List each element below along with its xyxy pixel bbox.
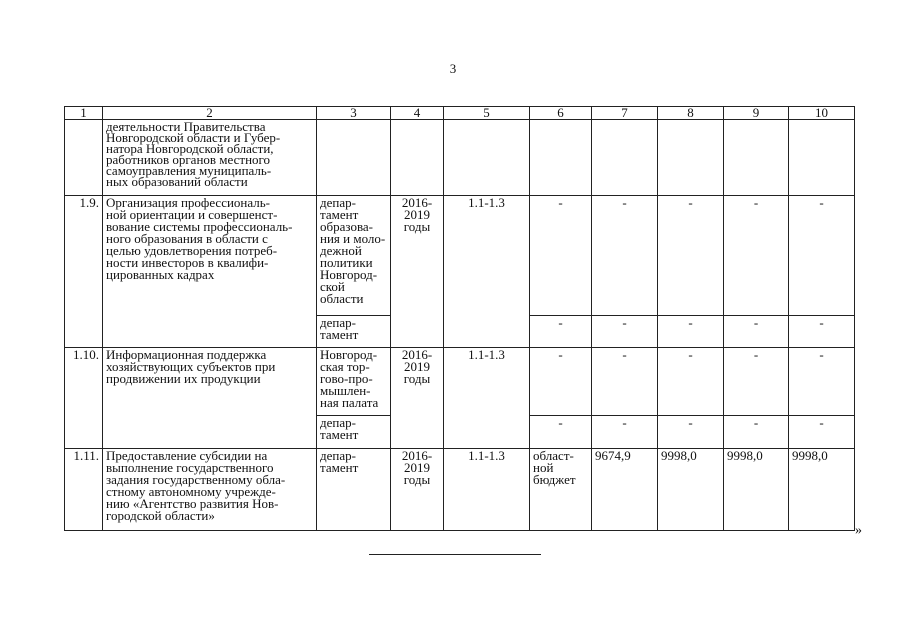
value-cell: - <box>592 316 658 348</box>
item-name: Предоставление субсидии на выполнение государственного задания государственному обла- стному автономному учрежде- нию «Агентство развития Нов- городской области» <box>103 449 317 531</box>
table-row <box>65 449 855 531</box>
value-cell: 9998,0 <box>789 449 855 531</box>
target-indicator: 1.1-1.3 <box>444 449 530 531</box>
table-cell <box>391 120 444 196</box>
column-number: 8 <box>658 107 724 120</box>
table-cell <box>592 120 658 196</box>
closing-quote: » <box>855 523 862 538</box>
column-number: 1 <box>65 107 103 120</box>
value-cell: - <box>530 196 592 316</box>
program-activities-table <box>64 106 855 531</box>
value-cell: - <box>789 196 855 316</box>
table-cell <box>317 120 391 196</box>
value-cell: - <box>789 316 855 348</box>
value-cell: - <box>530 316 592 348</box>
column-number: 6 <box>530 107 592 120</box>
value-cell: - <box>592 348 658 416</box>
table-cell <box>789 120 855 196</box>
value-cell: - <box>530 348 592 416</box>
table-cell <box>444 120 530 196</box>
period: 2016- 2019 годы <box>391 449 444 531</box>
page-number: 3 <box>449 61 457 76</box>
item-number: 1.10. <box>65 348 103 449</box>
value-cell: - <box>530 416 592 449</box>
divider-line <box>369 554 541 555</box>
column-number: 7 <box>592 107 658 120</box>
table-cell <box>65 120 103 196</box>
column-number: 2 <box>103 107 317 120</box>
executor: депар- тамент <box>317 416 391 449</box>
table-row <box>65 196 855 316</box>
value-cell: - <box>658 316 724 348</box>
continuation-text: деятельности Правительства Новгородской области и Губер- натора Новгородской области, работников органов местного самоуправления муниципаль- ных образований области <box>103 120 317 196</box>
target-indicator: 1.1-1.3 <box>444 348 530 449</box>
value-cell: - <box>658 348 724 416</box>
executor: депар- тамент <box>317 449 391 531</box>
column-number-row <box>65 107 855 120</box>
column-number: 3 <box>317 107 391 120</box>
value-cell: - <box>789 348 855 416</box>
value-cell: - <box>724 348 789 416</box>
item-number: 1.9. <box>65 196 103 348</box>
item-name: Информационная поддержка хозяйствующих субъектов при продвижении их продукции <box>103 348 317 449</box>
continuation-row <box>65 120 855 196</box>
funding-source: област- ной бюджет <box>530 449 592 531</box>
period: 2016- 2019 годы <box>391 348 444 449</box>
item-number: 1.11. <box>65 449 103 531</box>
table-row <box>65 348 855 416</box>
value-cell: - <box>592 416 658 449</box>
executor: депар- тамент образова- ния и моло- дежной политики Новгород- ской области <box>317 196 391 316</box>
period: 2016- 2019 годы <box>391 196 444 348</box>
table-cell <box>530 120 592 196</box>
value-cell: 9674,9 <box>592 449 658 531</box>
executor: Новгород- ская тор- гово-про- мышлен- ная палата <box>317 348 391 416</box>
value-cell: - <box>724 416 789 449</box>
value-cell: 9998,0 <box>658 449 724 531</box>
value-cell: - <box>658 416 724 449</box>
column-number: 9 <box>724 107 789 120</box>
value-cell: - <box>724 196 789 316</box>
column-number: 10 <box>789 107 855 120</box>
value-cell: 9998,0 <box>724 449 789 531</box>
value-cell: - <box>658 196 724 316</box>
target-indicator: 1.1-1.3 <box>444 196 530 348</box>
item-name: Организация профессиональ- ной ориентации и совершенст- вование системы профессиональ- ного образования в области с целью удовлетворения потреб- ности инвесторов в квалифи- цированных кадрах <box>103 196 317 348</box>
column-number: 5 <box>444 107 530 120</box>
value-cell: - <box>592 196 658 316</box>
value-cell: - <box>724 316 789 348</box>
table-cell <box>658 120 724 196</box>
table-cell <box>724 120 789 196</box>
column-number: 4 <box>391 107 444 120</box>
value-cell: - <box>789 416 855 449</box>
executor: депар- тамент <box>317 316 391 348</box>
